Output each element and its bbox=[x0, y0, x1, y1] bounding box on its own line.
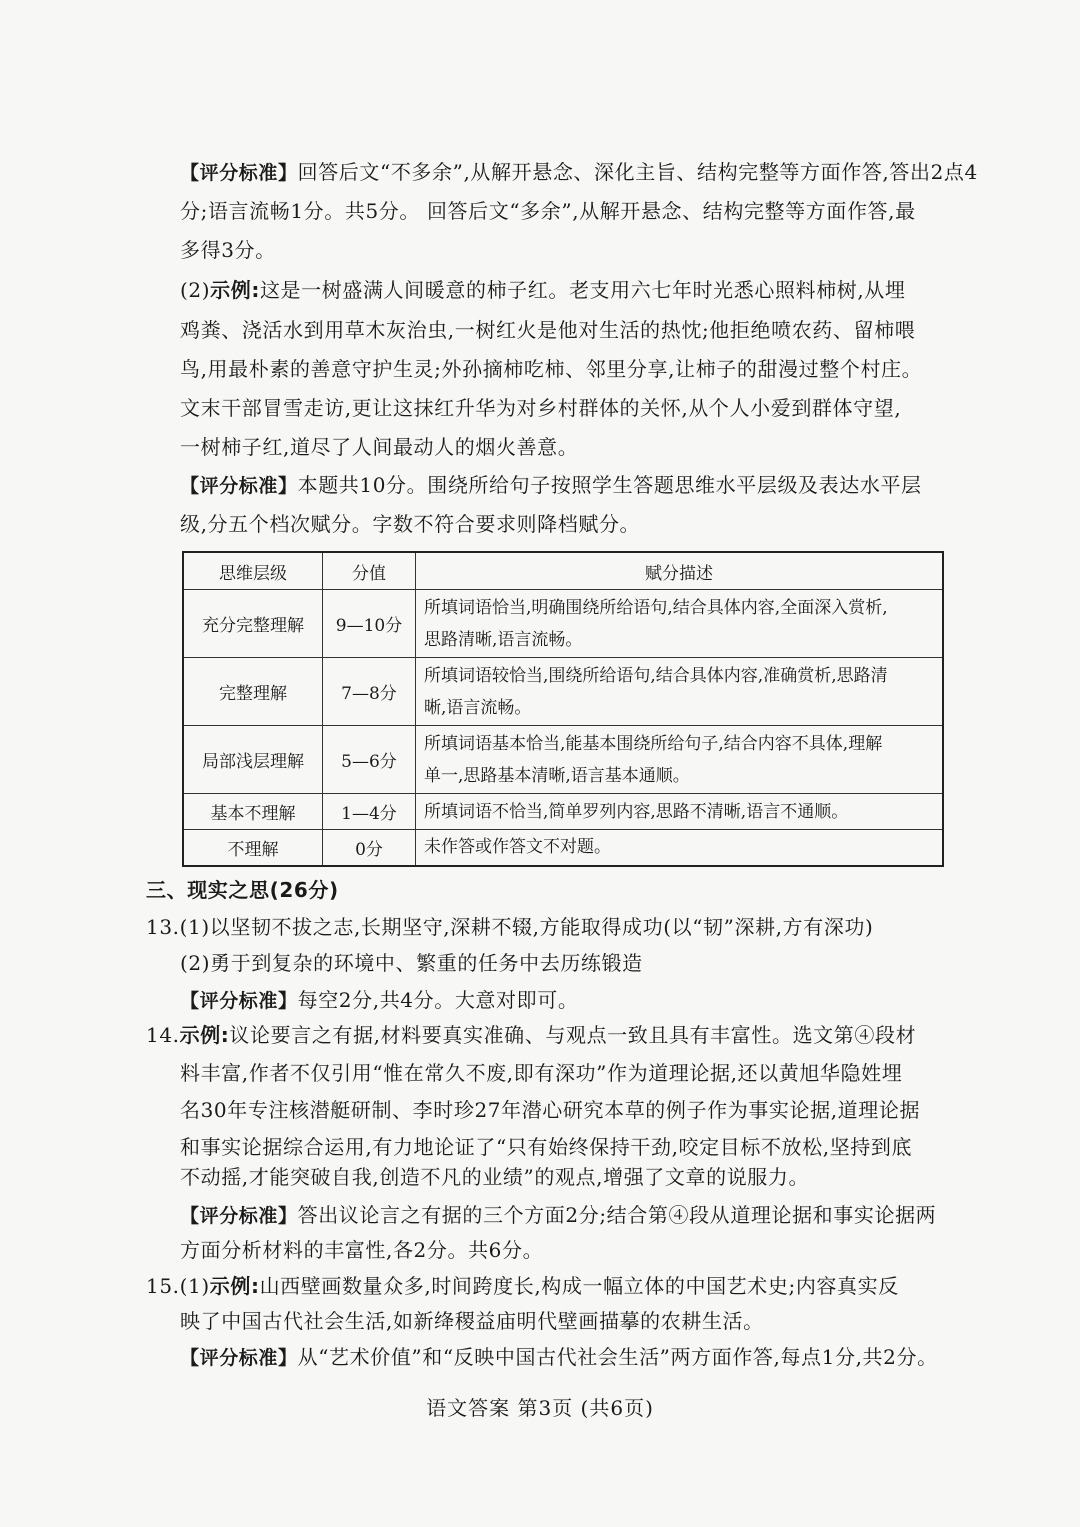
scoring-standard-line bbox=[180, 1200, 936, 1231]
text-line: 每空2分,共4分。大意对即可。 bbox=[297, 988, 579, 1012]
scoring-standard-line bbox=[180, 157, 978, 188]
description-line: 所填词语基本恰当,能基本围绕所给句子,结合内容不具体,理解 bbox=[424, 733, 883, 754]
question-13-line bbox=[146, 912, 873, 942]
description-line: 所填词语恰当,明确围绕所给语句,结合具体内容,全面深入赏析, bbox=[424, 597, 888, 618]
text-line: 级,分五个档次赋分。字数不符合要求则降档赋分。 bbox=[180, 512, 641, 536]
text-line: 回答后文“不多余”,从解开悬念、深化主旨、结构完整等方面作答,答出2点4 bbox=[297, 160, 978, 184]
score-cell: 5—6分 bbox=[323, 726, 416, 794]
description-line: 晰,语言流畅。 bbox=[424, 697, 532, 718]
scoring-tag: 【评分标准】 bbox=[180, 1347, 298, 1369]
question-number: 13. bbox=[146, 915, 180, 939]
example-line bbox=[180, 275, 906, 305]
level-cell: 充分完整理解 bbox=[183, 590, 323, 658]
text-line: 文末干部冒雪走访,更让这抹红升华为对乡村群体的关怀,从个人小爱到群体守望, bbox=[180, 396, 902, 420]
question-15-line bbox=[146, 1271, 899, 1301]
question-number: 15. bbox=[146, 1274, 180, 1298]
text-line: (2)勇于到复杂的环境中、繁重的任务中去历练锻造 bbox=[180, 951, 643, 975]
description-cell: 所填词语不恰当,简单罗列内容,思路不清晰,语言不通顺。 bbox=[416, 794, 944, 830]
sub-number: (1) bbox=[179, 1274, 210, 1298]
description-line: 单一,思路基本清晰,语言基本通顺。 bbox=[424, 765, 690, 786]
question-14-line bbox=[146, 1020, 916, 1050]
header-description: 赋分描述 bbox=[416, 552, 944, 590]
level-cell: 局部浅层理解 bbox=[183, 726, 323, 794]
table-row bbox=[183, 590, 943, 658]
header-score: 分值 bbox=[323, 552, 416, 590]
scoring-tag: 【评分标准】 bbox=[180, 990, 298, 1012]
text-line: 鸡粪、浇活水到用草木灰治虫,一树红火是他对生活的热忱;他拒绝喷农药、留柿喂 bbox=[180, 318, 916, 342]
description-line: 所填词语较恰当,围绕所给语句,结合具体内容,准确赏析,思路清 bbox=[424, 665, 888, 686]
table-row bbox=[183, 830, 943, 866]
text-line: 答出议论言之有据的三个方面2分;结合第④段从道理论据和事实论据两 bbox=[297, 1203, 937, 1227]
text-line: 料丰富,作者不仅引用“惟在常久不废,即有深功”作为道理论据,还以黄旭华隐姓埋 bbox=[180, 1061, 903, 1085]
page-footer: 语文答案 第3页 (共6页) bbox=[426, 1396, 654, 1420]
description-cell: 未作答或作答文不对题。 bbox=[416, 830, 944, 866]
scoring-standard-line bbox=[180, 470, 922, 501]
text-line: 和事实论据综合运用,有力地论证了“只有始终保持干劲,咬定目标不放松,坚持到底 bbox=[180, 1135, 913, 1159]
description-line: 思路清晰,语言流畅。 bbox=[424, 629, 583, 650]
text-line: 议论要言之有据,材料要真实准确、与观点一致且具有丰富性。选文第④段材 bbox=[229, 1023, 917, 1047]
text-line: 鸟,用最朴素的善意守护生灵;外孙摘柿吃柿、邻里分享,让柿子的甜漫过整个村庄。 bbox=[180, 357, 923, 381]
score-cell: 1—4分 bbox=[323, 794, 416, 830]
section-title: 三、现实之思(26分) bbox=[146, 878, 339, 902]
text-line: 从“艺术价值”和“反映中国古代社会生活”两方面作答,每点1分,共2分。 bbox=[297, 1345, 938, 1369]
table-row bbox=[183, 794, 943, 830]
header-level: 思维层级 bbox=[183, 552, 323, 590]
text-line: 不动摇,才能突破自我,创造不凡的业绩”的观点,增强了文章的说服力。 bbox=[180, 1165, 810, 1189]
scoring-table bbox=[182, 551, 944, 867]
example-label: 示例: bbox=[209, 1274, 260, 1298]
example-label: 示例: bbox=[210, 278, 260, 302]
scoring-tag: 【评分标准】 bbox=[180, 1205, 298, 1227]
score-cell: 7—8分 bbox=[323, 658, 416, 726]
level-cell: 基本不理解 bbox=[183, 794, 323, 830]
sub-number: (2) bbox=[180, 278, 211, 302]
example-label: 示例: bbox=[179, 1023, 230, 1047]
score-cell: 0分 bbox=[323, 830, 416, 866]
question-number: 14. bbox=[146, 1023, 180, 1047]
level-cell: 完整理解 bbox=[183, 658, 323, 726]
text-line: 多得3分。 bbox=[180, 238, 276, 262]
description-cell bbox=[416, 590, 944, 658]
table-row bbox=[183, 726, 943, 794]
text-line: 名30年专注核潜艇研制、李时珍27年潜心研究本草的例子作为事实论据,道理论据 bbox=[180, 1098, 921, 1122]
table-row bbox=[183, 658, 943, 726]
table-header-row bbox=[183, 552, 943, 590]
text-line: 映了中国古代社会生活,如新绛稷益庙明代壁画描摹的农耕生活。 bbox=[180, 1309, 764, 1333]
description-cell bbox=[416, 658, 944, 726]
score-cell: 9—10分 bbox=[323, 590, 416, 658]
scoring-tag: 【评分标准】 bbox=[180, 162, 298, 184]
text-line: 山西壁画数量众多,时间跨度长,构成一幅立体的中国艺术史;内容真实反 bbox=[259, 1274, 899, 1298]
text-line: 方面分析材料的丰富性,各2分。共6分。 bbox=[180, 1238, 544, 1262]
text-line: 本题共10分。围绕所给句子按照学生答题思维水平层级及表达水平层 bbox=[297, 473, 922, 497]
scoring-standard-line bbox=[180, 985, 578, 1016]
text-line: 这是一树盛满人间暖意的柿子红。老支用六七年时光悉心照料柿树,从埋 bbox=[259, 278, 906, 302]
text-line: 一树柿子红,道尽了人间最动人的烟火善意。 bbox=[180, 435, 579, 459]
text-line: (1)以坚韧不拔之志,长期坚守,深耕不辍,方能取得成功(以“韧”深耕,方有深功) bbox=[179, 915, 874, 939]
text-line: 分;语言流畅1分。共5分。 回答后文“多余”,从解开悬念、结构完整等方面作答,最 bbox=[180, 199, 916, 223]
level-cell: 不理解 bbox=[183, 830, 323, 866]
scoring-standard-line bbox=[180, 1342, 938, 1373]
scoring-tag: 【评分标准】 bbox=[180, 475, 298, 497]
description-cell bbox=[416, 726, 944, 794]
